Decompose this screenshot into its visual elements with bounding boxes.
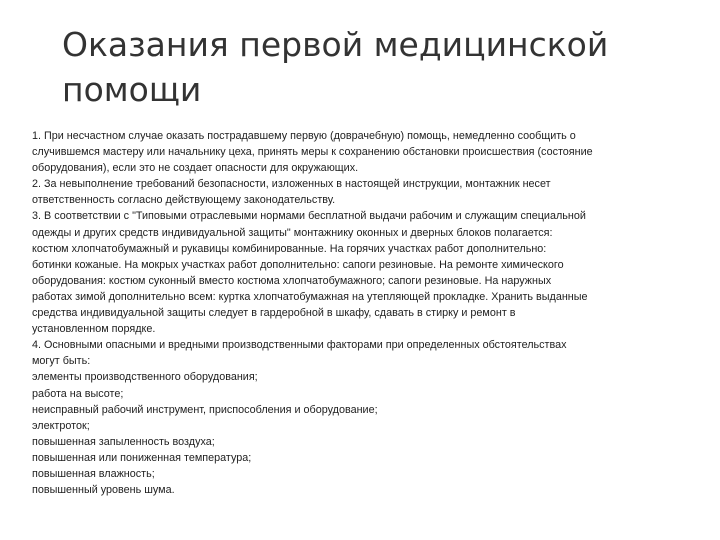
body-line: элементы производственного оборудования; — [32, 371, 258, 384]
body-line: случившемся мастеру или начальнику цеха, принять меры к сохранению обстановки происшествия (состояние — [32, 146, 593, 159]
body-line: оборудования: костюм суконный вместо костюма хлопчатобумажного; сапоги резиновые. На наружных — [32, 274, 552, 287]
body-line: повышенная запыленность воздуха; — [32, 435, 215, 448]
body-line: неисправный рабочий инструмент, приспособления и оборудование; — [32, 403, 378, 416]
body-line: работа на высоте; — [32, 387, 124, 400]
body-line: 4. Основными опасными и вредными производственными факторами при определенных обстоятельствах — [32, 339, 567, 352]
body-line: 1. При несчастном случае оказать пострадавшему первую (доврачебную) помощь, немедленно сообщить о — [32, 130, 576, 142]
body-line: установленном порядке. — [32, 323, 156, 336]
body-line: ботинки кожаные. На мокрых участках работ дополнительно: сапоги резиновые. На ремонте химического — [32, 258, 564, 271]
body-line: могут быть: — [32, 355, 91, 368]
body-line: ответственность согласно действующему законодательству. — [32, 194, 336, 207]
slide-title — [62, 22, 682, 112]
body-line: повышенная влажность; — [32, 467, 155, 480]
title-line-1: Оказания первой медицинской — [62, 25, 609, 64]
body-line: 2. За невыполнение требований безопасности, изложенных в настоящей инструкции, монтажник несет — [32, 178, 551, 191]
body-line: 3. В соответствии с "Типовыми отраслевыми нормами бесплатной выдачи рабочим и служащим специальной — [32, 210, 586, 223]
slide-body-text — [32, 128, 704, 498]
body-line: повышенный уровень шума. — [32, 484, 175, 497]
body-line: работах зимой дополнительно всем: куртка хлопчатобумажная на утепляющей прокладке. Хранить выданные — [32, 290, 588, 303]
body-line: костюм хлопчатобумажный и рукавицы комбинированные. На горячих участках работ дополнительно: — [32, 242, 547, 255]
body-line: повышенная или пониженная температура; — [32, 451, 252, 464]
title-line-2: помощи — [62, 70, 202, 109]
body-line: одежды и других средств индивидуальной защиты" монтажнику оконных и дверных блоков полагается: — [32, 226, 553, 239]
body-line: электроток; — [32, 419, 90, 432]
body-line: оборудования), если это не создает опасности для окружающих. — [32, 162, 359, 175]
body-line: средства индивидуальной защиты следует в гардеробной в шкафу, сдавать в стирку и ремонт в — [32, 307, 516, 320]
